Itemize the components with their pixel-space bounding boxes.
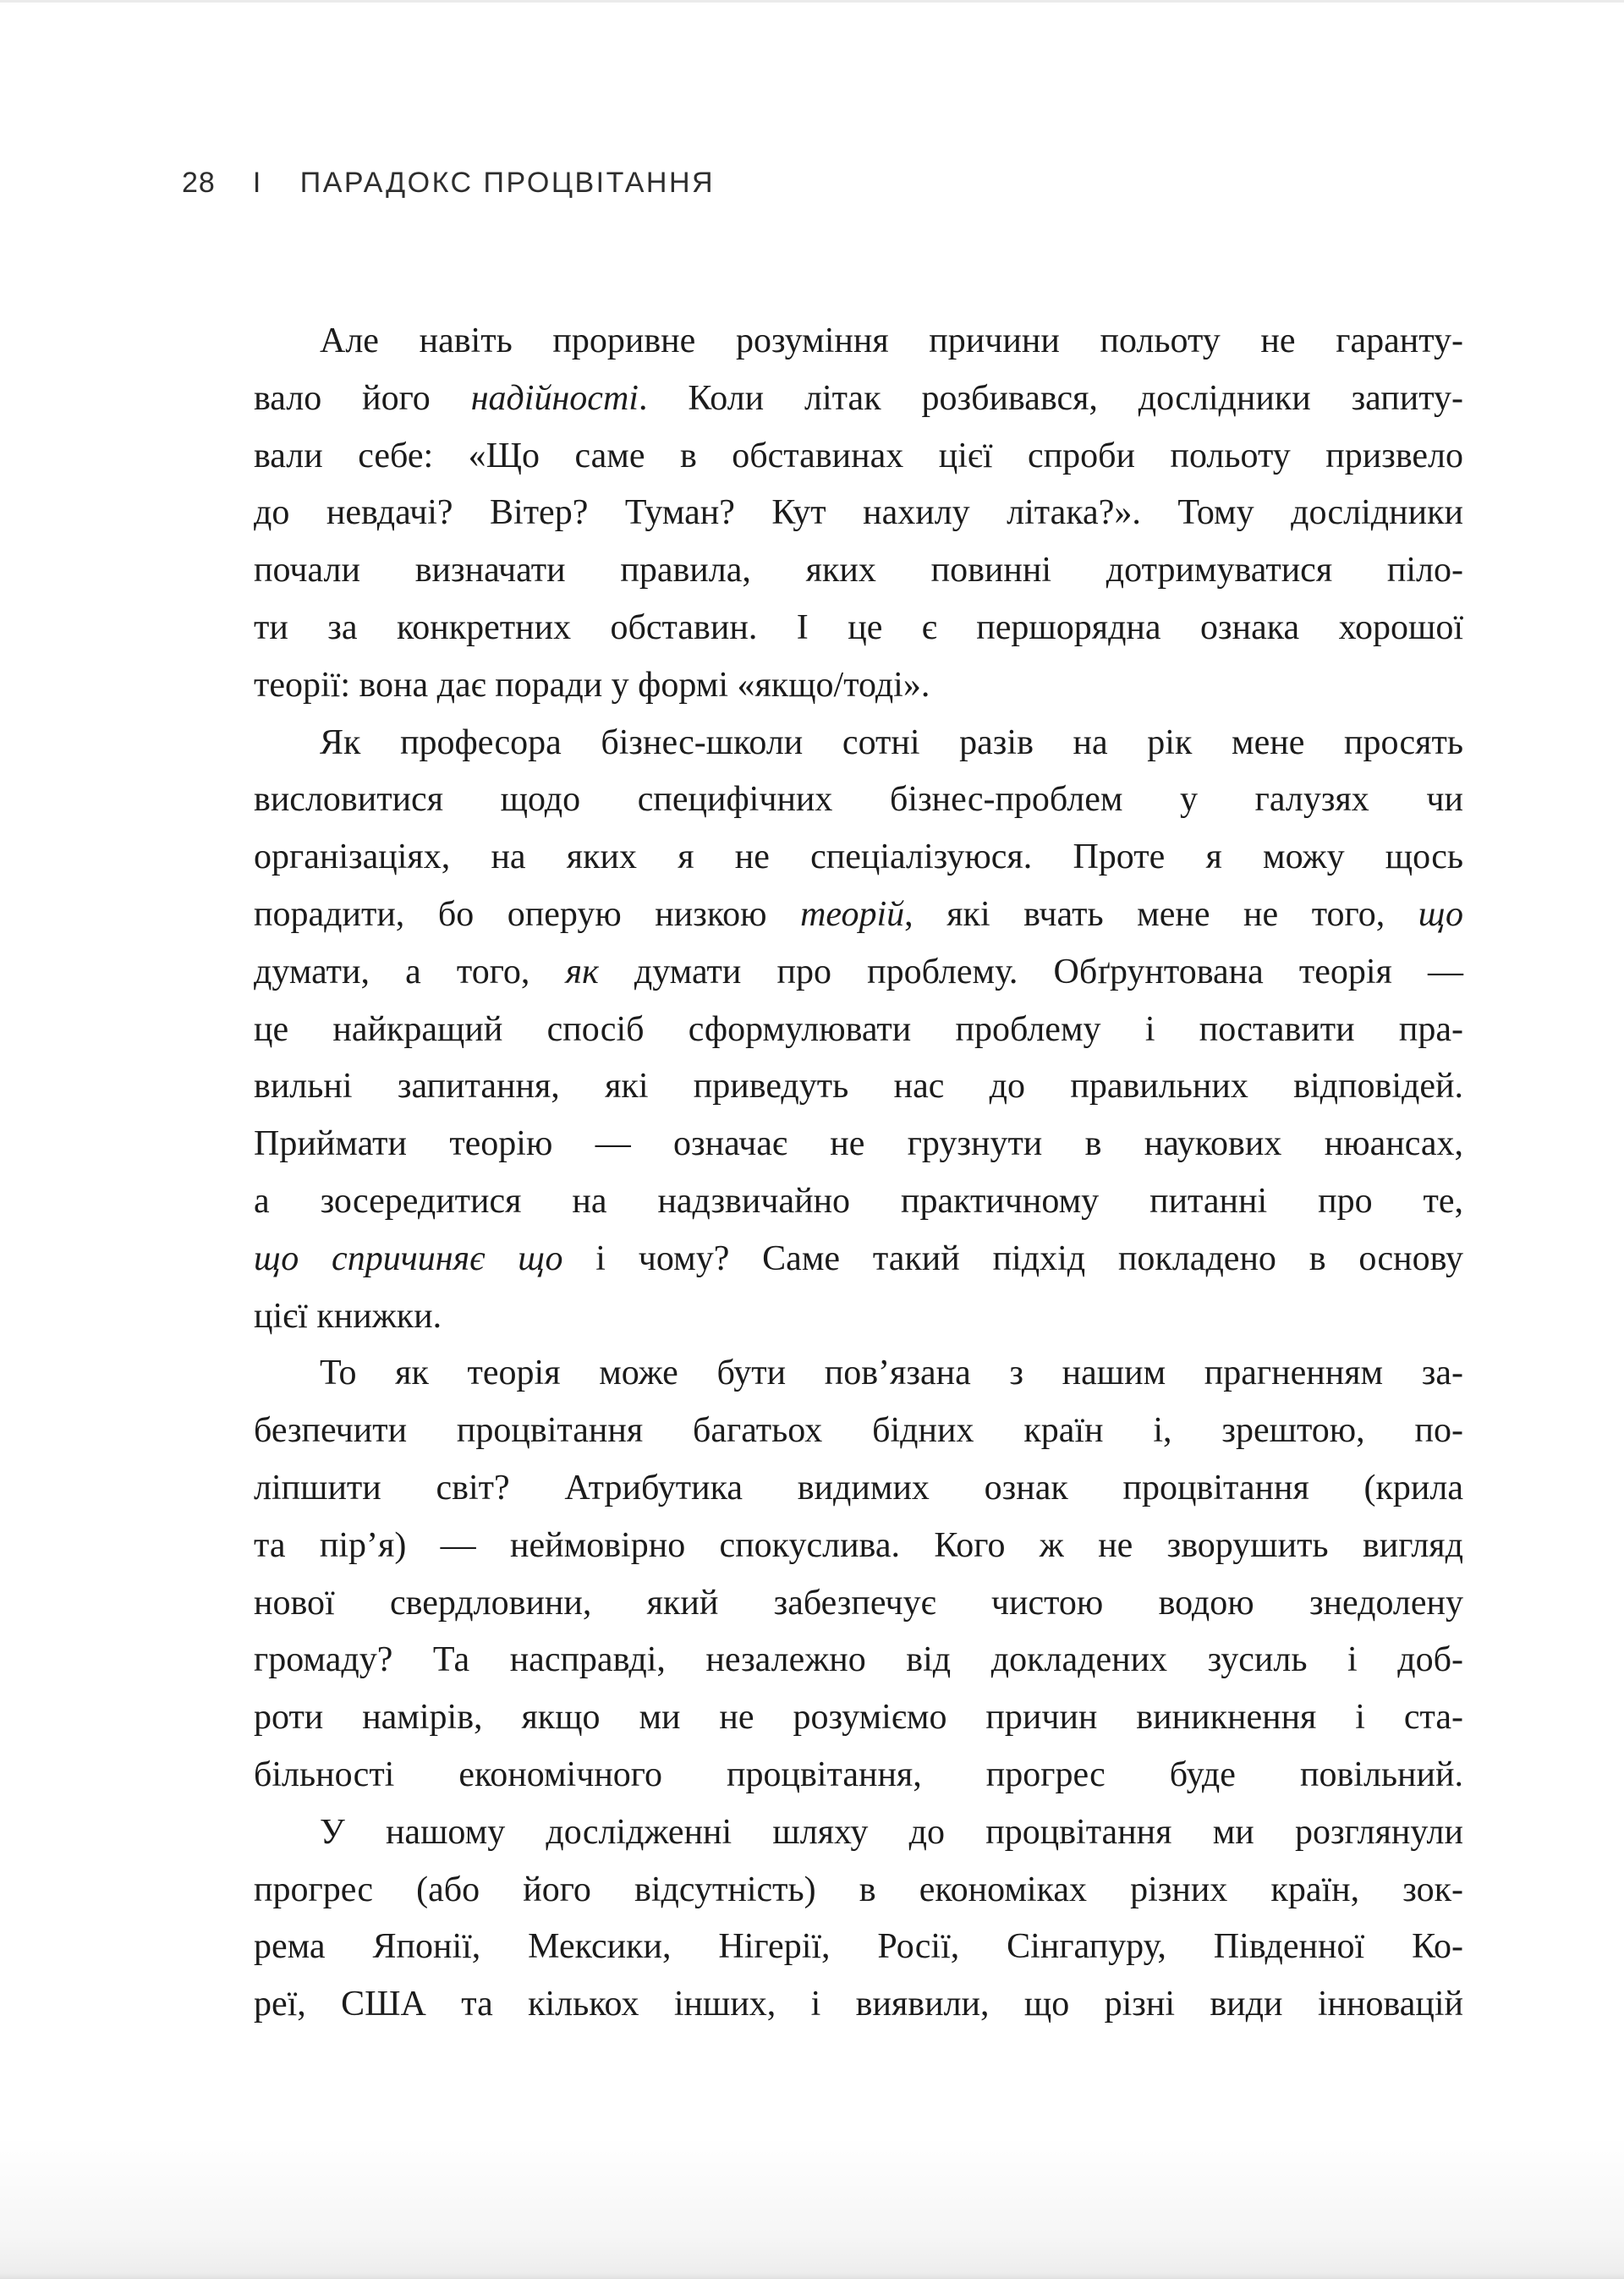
text-run: і чому? Саме такий підхід покладено в основу bbox=[562, 1238, 1463, 1278]
text-line bbox=[254, 600, 1463, 657]
text-line bbox=[254, 485, 1463, 542]
text-line bbox=[254, 1058, 1463, 1116]
text-line bbox=[254, 313, 1463, 371]
text-run: почали визначати правила, яких повинні дотримуватися піло- bbox=[254, 551, 1463, 590]
text-line bbox=[254, 428, 1463, 486]
text-line bbox=[254, 1288, 1463, 1346]
text-run: ти за конкретних обставин. І це є першорядна ознака хорошої bbox=[254, 607, 1463, 647]
paragraph bbox=[254, 715, 1463, 1346]
text-line bbox=[254, 1689, 1463, 1747]
text-line bbox=[254, 829, 1463, 887]
text-line bbox=[254, 1518, 1463, 1575]
text-run: цієї книжки. bbox=[254, 1296, 442, 1336]
text-line bbox=[254, 1862, 1463, 1919]
header-separator: І bbox=[252, 167, 263, 199]
text-run: нової свердловини, який забезпечує чистою водою знедолену bbox=[254, 1583, 1463, 1623]
text-run: прогрес (або його відсутність) в економіках різних країн, зок- bbox=[254, 1870, 1463, 1909]
text-line bbox=[254, 1403, 1463, 1460]
text-run: Але навіть проривне розуміння причини польоту не гаранту- bbox=[320, 321, 1463, 360]
text-run: теорій bbox=[800, 894, 905, 934]
text-run: безпечити процвітання багатьох бідних країн і, зрештою, по- bbox=[254, 1411, 1463, 1451]
text-run: висловитися щодо специфічних бізнес-проблем у галузях чи bbox=[254, 780, 1463, 820]
text-run: та пір’я) — неймовірно спокуслива. Кого ж не зворушить вигляд bbox=[254, 1525, 1463, 1565]
text-run: реї, США та кількох інших, і виявили, що різні види інновацій bbox=[254, 1985, 1463, 2024]
text-line bbox=[254, 371, 1463, 428]
text-run: У нашому дослідженні шляху до процвітання ми розглянули bbox=[320, 1812, 1463, 1852]
page-number: 28 bbox=[182, 167, 216, 199]
page-bottom-shadow bbox=[0, 2135, 1624, 2279]
text-line bbox=[254, 1575, 1463, 1633]
text-run: надійності bbox=[470, 378, 639, 418]
text-line bbox=[254, 657, 1463, 715]
running-title: ПАРАДОКС ПРОЦВІТАННЯ bbox=[299, 167, 716, 199]
text-line bbox=[254, 772, 1463, 829]
text-run: громаду? Та насправді, незалежно від докладених зусиль і доб- bbox=[254, 1640, 1463, 1680]
text-line bbox=[254, 542, 1463, 600]
text-run: а зосередитися на надзвичайно практичному питанні про те, bbox=[254, 1181, 1463, 1221]
running-header bbox=[182, 166, 715, 200]
text-run: ліпшити світ? Атрибутика видимих ознак процвітання (крила bbox=[254, 1468, 1463, 1507]
text-run: Як професора бізнес-школи сотні разів на рік мене просять bbox=[320, 722, 1463, 762]
text-line bbox=[254, 1173, 1463, 1231]
text-run: . Коли літак розбивався, дослідники запиту- bbox=[638, 378, 1464, 418]
text-run: вало його bbox=[254, 378, 471, 418]
text-run: до невдачі? Вітер? Туман? Кут нахилу літака?». Тому дослідники bbox=[254, 493, 1463, 533]
text-run: що спричиняє що bbox=[254, 1238, 563, 1278]
text-run: теорії: вона дає поради у формі «якщо/тоді». bbox=[254, 665, 930, 705]
text-run: організаціях, на яких я не спеціалізуюся. Проте я можу щось bbox=[254, 837, 1463, 877]
text-run: То як теорія може бути пов’язана з нашим прагненням за- bbox=[320, 1354, 1463, 1393]
text-line bbox=[254, 1460, 1463, 1518]
text-line bbox=[254, 715, 1463, 772]
text-run: , які вчать мене не того, bbox=[904, 894, 1418, 934]
text-line bbox=[254, 1919, 1463, 1976]
paragraph bbox=[254, 313, 1463, 715]
text-run: це найкращий спосіб сформулювати проблему і поставити пра- bbox=[254, 1009, 1463, 1049]
page-top-edge bbox=[0, 0, 1624, 3]
paragraph bbox=[254, 1804, 1463, 2034]
text-run: рема Японії, Мексики, Нігерії, Росії, Сінгапуру, Південної Ко- bbox=[254, 1927, 1463, 1967]
text-run: Приймати теорію — означає не грузнути в наукових нюансах, bbox=[254, 1124, 1463, 1164]
text-run: вали себе: «Що саме в обставинах цієї спроби польоту призвело bbox=[254, 436, 1463, 475]
text-line bbox=[254, 1632, 1463, 1689]
text-run: як bbox=[565, 952, 599, 991]
text-run: думати про проблему. Обґрунтована теорія — bbox=[598, 952, 1463, 991]
text-line bbox=[254, 1345, 1463, 1403]
text-run: роти намірів, якщо ми не розуміємо причин виникнення і ста- bbox=[254, 1698, 1463, 1738]
text-run: порадити, бо оперую низкою bbox=[254, 894, 801, 934]
paragraph bbox=[254, 1345, 1463, 1804]
text-run: думати, а того, bbox=[254, 952, 566, 991]
text-line bbox=[254, 1804, 1463, 1862]
text-column bbox=[254, 313, 1463, 2034]
text-line bbox=[254, 1116, 1463, 1173]
text-line bbox=[254, 944, 1463, 1002]
text-line bbox=[254, 887, 1463, 944]
text-run: вильні запитання, які приведуть нас до правильних відповідей. bbox=[254, 1067, 1463, 1107]
text-line bbox=[254, 1976, 1463, 2034]
text-line bbox=[254, 1231, 1463, 1288]
text-line bbox=[254, 1747, 1463, 1804]
text-run: що bbox=[1418, 894, 1463, 934]
text-line bbox=[254, 1002, 1463, 1059]
text-run: більності економічного процвітання, прогрес буде повільний. bbox=[254, 1755, 1463, 1794]
